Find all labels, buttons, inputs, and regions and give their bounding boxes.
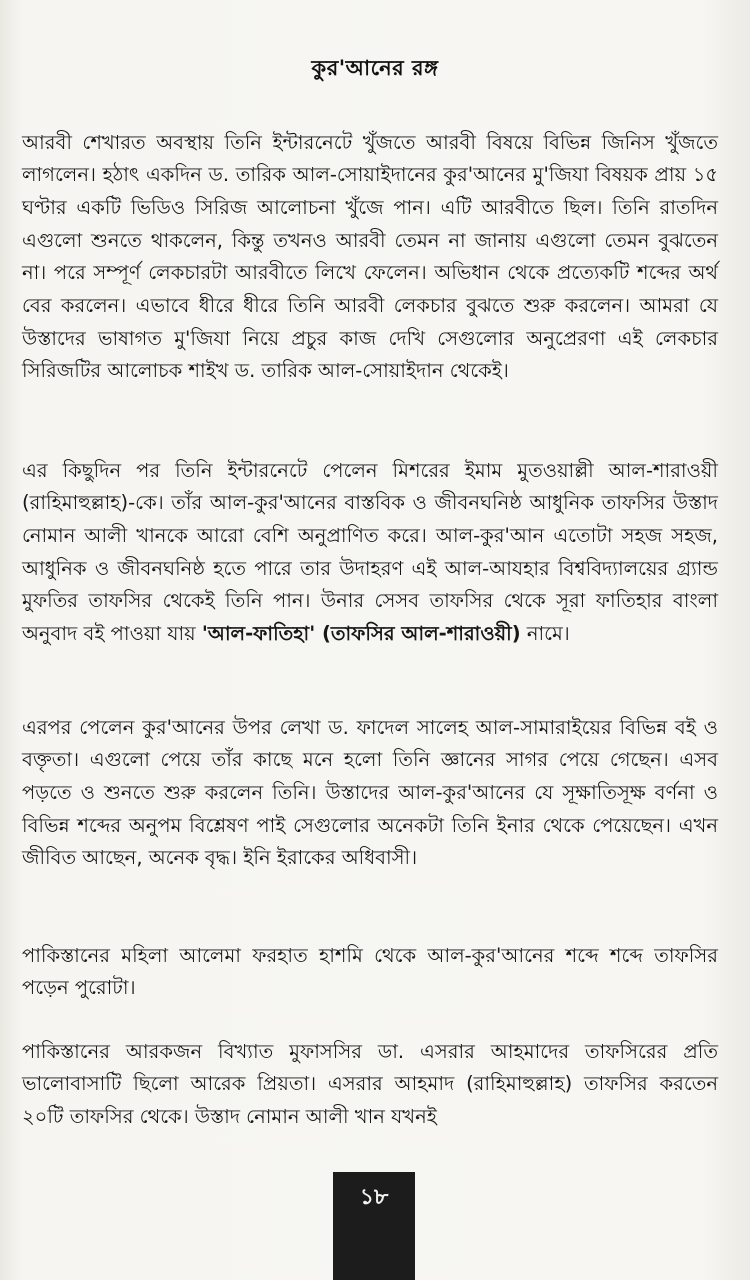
book-title: 'আল-ফাতিহা' (তাফসির আল-শারাওয়ী): [201, 622, 521, 646]
paragraph-arabic-learning: আরবী শেখারত অবস্থায় তিনি ইন্টারনেটে খুঁজতে আরবী বিষয়ে বিভিন্ন জিনিস খুঁজতে লাগলেন। হঠাৎ একদিন ড. তারিক আল-সোয়াইদানের কুর'আনের মু'জিযা বিষয়ক প্রায় ১৫ ঘণ্টার একটি ভিডিও সিরিজ আলোচনা খুঁজে পান। এটি আরবীতে ছিল। তিনি রাতদিন এগুলো শুনতে থাকলেন, কিন্তু তখনও আরবী তেমন না জানায় এগুলো তেমন বুঝতেন না। পরে সম্পূর্ণ লেকচারটা আরবীতে লিখে ফেলেন। অভিধান থেকে প্রত্যেকটি শব্দের অর্থ বের করলেন। এভাবে ধীরে ধীরে তিনি আরবী লেকচার বুঝতে শুরু করলেন। আমরা যে উস্তাদের ভাষাগত মু'জিযা নিয়ে প্রচুর কাজ দেখি সেগুলোর অনুপ্রেরণা এই লেকচার সিরিজটির আলোচক শাইখ ড. তারিক আল-সোয়াইদান থেকেই।: [22, 130, 718, 383]
paragraph-israr-ahmad: পাকিস্তানের আরকজন বিখ্যাত মুফাসসির ডা. এসরার আহমাদের তাফসিরের প্রতি ভালোবাসাটি ছিলো আরেক প্রিয়তা। এসরার আহমাদ (রাহিমাহুল্লাহ) তাফসির করতেন ২০টি তাফসির থেকে। উস্তাদ নোমান আলী খান যখনই: [22, 1039, 718, 1128]
paragraph-samarrai: এরপর পেলেন কুর'আনের উপর লেখা ড. ফাদেল সালেহ আল-সামারাইয়ের বিভিন্ন বই ও বক্তৃতা। এগুলো পেয়ে তাঁর কাছে মনে হলো তিনি জ্ঞানের সাগর পেয়ে গেছেন। এসব পড়তে ও শুনতে শুরু করলেন তিনি। উস্তাদের আল-কুর'আনের যে সূক্ষাতিসূক্ষ বর্ণনা ও বিভিন্ন শব্দের অনুপম বিশ্লেষণ পাই সেগুলোর অনেকটা তিনি ইনার থেকে পেয়েছেন। এখন জীবিত আছেন, অনেক বৃদ্ধ। ইনি ইরাকের অধিবাসী।: [22, 715, 718, 870]
running-header: কুর'আনের রঙ্গ: [311, 56, 439, 80]
paragraph-farhat-hashmi: পাকিস্তানের মহিলা আলেমা ফরহাত হাশমি থেকে আল-কুর'আনের শব্দে শব্দে তাফসির পড়েন পুরোটা।: [22, 943, 718, 1000]
paragraph-sharawi-text: এর কিছুদিন পর তিনি ইন্টারনেটে পেলেন মিশরের ইমাম মুতওয়াল্লী আল-শারাওয়ী (রাহিমাহুল্লাহ)-কে। তাঁর আল-কুর'আনের বাস্তবিক ও জীবনঘনিষ্ঠ আধুনিক তাফসির উস্তাদ নোমান আলী খানকে আরো বেশি অনুপ্রাণিত করে। আল-কুর'আন এতোটা সহজ সহজ, আধুনিক ও জীবনঘনিষ্ঠ হতে পারে তার উদাহরণ এই আল-আযহার বিশ্ববিদ্যালয়ের গ্র্যান্ড মুফতির তাফসির থেকেই তিনি পান। উনার সেসব তাফসির থেকে সূরা ফাতিহার বাংলা অনুবাদ বই পাওয়া যায়: [22, 458, 718, 646]
page-number: ১৮: [333, 1172, 415, 1280]
paragraph-sharawi-ending: নামে।: [520, 622, 570, 646]
paragraph-sharawi: [22, 455, 718, 651]
